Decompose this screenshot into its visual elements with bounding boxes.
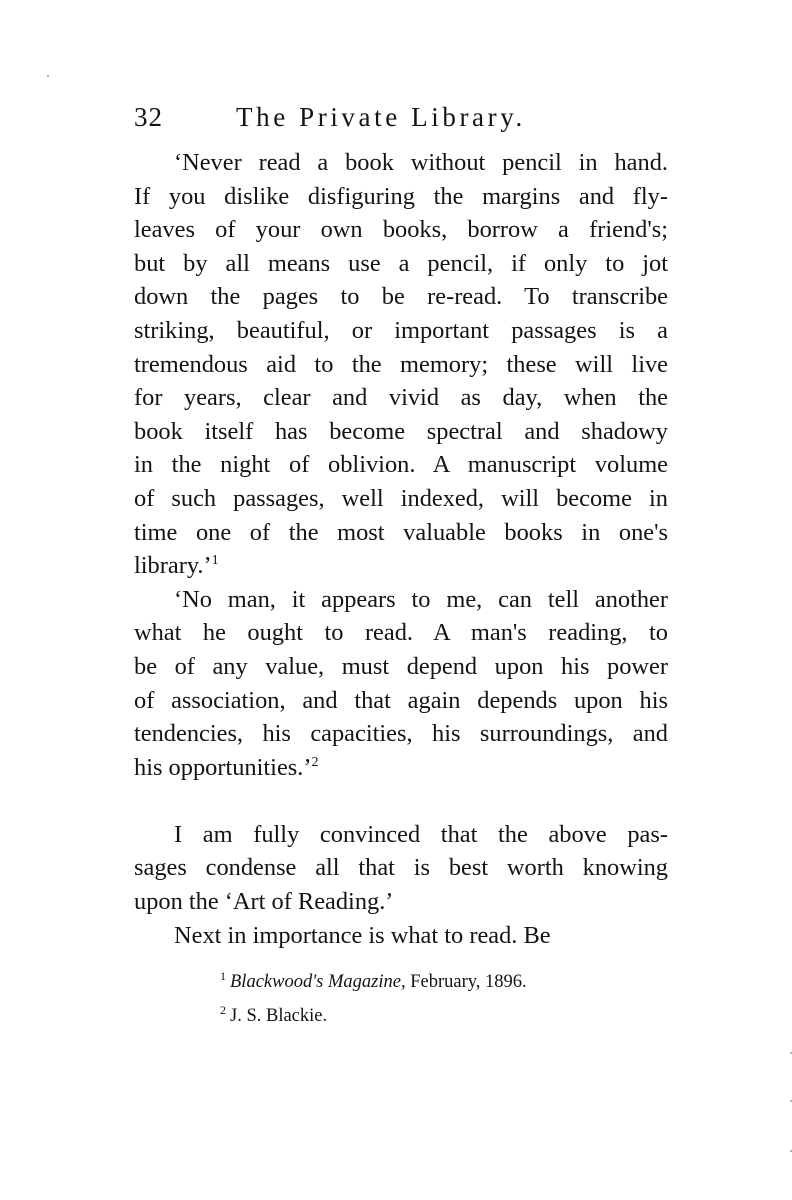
paragraph xyxy=(134,583,668,785)
footnote-text: J. S. Blackie. xyxy=(230,1006,328,1026)
footnotes xyxy=(220,962,527,1030)
text-line: ‘No man, it appears to me, can tell another xyxy=(174,585,668,613)
paragraph xyxy=(134,919,668,953)
text-line xyxy=(134,885,668,919)
text-line xyxy=(134,751,668,785)
body-text xyxy=(134,146,668,952)
page-header xyxy=(134,102,674,142)
paragraph-spacer xyxy=(134,784,668,818)
print-speck xyxy=(47,75,49,77)
footnote-reference: 2 xyxy=(311,754,319,770)
text-line: time one of the most valuable books in one's xyxy=(134,518,668,546)
text-line: in the night of oblivion. A manuscript volume xyxy=(134,451,668,479)
text-line: If you dislike disfiguring the margins and fly- xyxy=(134,182,668,210)
text-line-content: his opportunities.’ xyxy=(134,753,312,781)
footnote-number: 2 xyxy=(220,1003,226,1017)
text-line: tremendous aid to the memory; these will live xyxy=(134,350,668,378)
text-line xyxy=(134,549,668,583)
footnote-number: 1 xyxy=(220,969,226,983)
text-line: but by all means use a pencil, if only to jot xyxy=(134,249,668,277)
paragraph xyxy=(134,818,668,919)
footnote xyxy=(220,996,527,1030)
footnote-source: Blackwood's Magazine, xyxy=(230,972,406,992)
text-line: tendencies, his capacities, his surroundings, and xyxy=(134,720,668,748)
text-line: ‘Never read a book without pencil in hand. xyxy=(174,149,668,176)
text-line: I am fully convinced that the above pas- xyxy=(174,820,668,848)
text-line-content: upon the ‘Art of Reading.’ xyxy=(134,888,394,916)
text-line: of such passages, well indexed, will become in xyxy=(134,484,668,512)
paragraph xyxy=(134,146,668,583)
text-line: what he ought to read. A man's reading, to xyxy=(134,619,668,647)
text-line: sages condense all that is best worth knowing xyxy=(134,854,668,882)
footnote xyxy=(220,962,527,996)
text-line-content: library.’ xyxy=(134,552,212,580)
text-line: Next in importance is what to read. Be xyxy=(174,921,551,949)
text-line: be of any value, must depend upon his power xyxy=(134,652,668,680)
text-line: striking, beautiful, or important passages is a xyxy=(134,316,668,344)
footnote-reference: 1 xyxy=(211,553,219,569)
text-line: of association, and that again depends upon his xyxy=(134,686,668,714)
text-line: leaves of your own books, borrow a friend's; xyxy=(134,216,668,244)
text-line: for years, clear and vivid as day, when the xyxy=(134,384,668,412)
page-number: 32 xyxy=(134,102,163,132)
text-line: down the pages to be re-read. To transcribe xyxy=(134,283,668,311)
running-title: The Private Library. xyxy=(236,102,526,132)
footnote-text: February, 1896. xyxy=(405,972,527,992)
text-line: book itself has become spectral and shadowy xyxy=(134,417,668,445)
